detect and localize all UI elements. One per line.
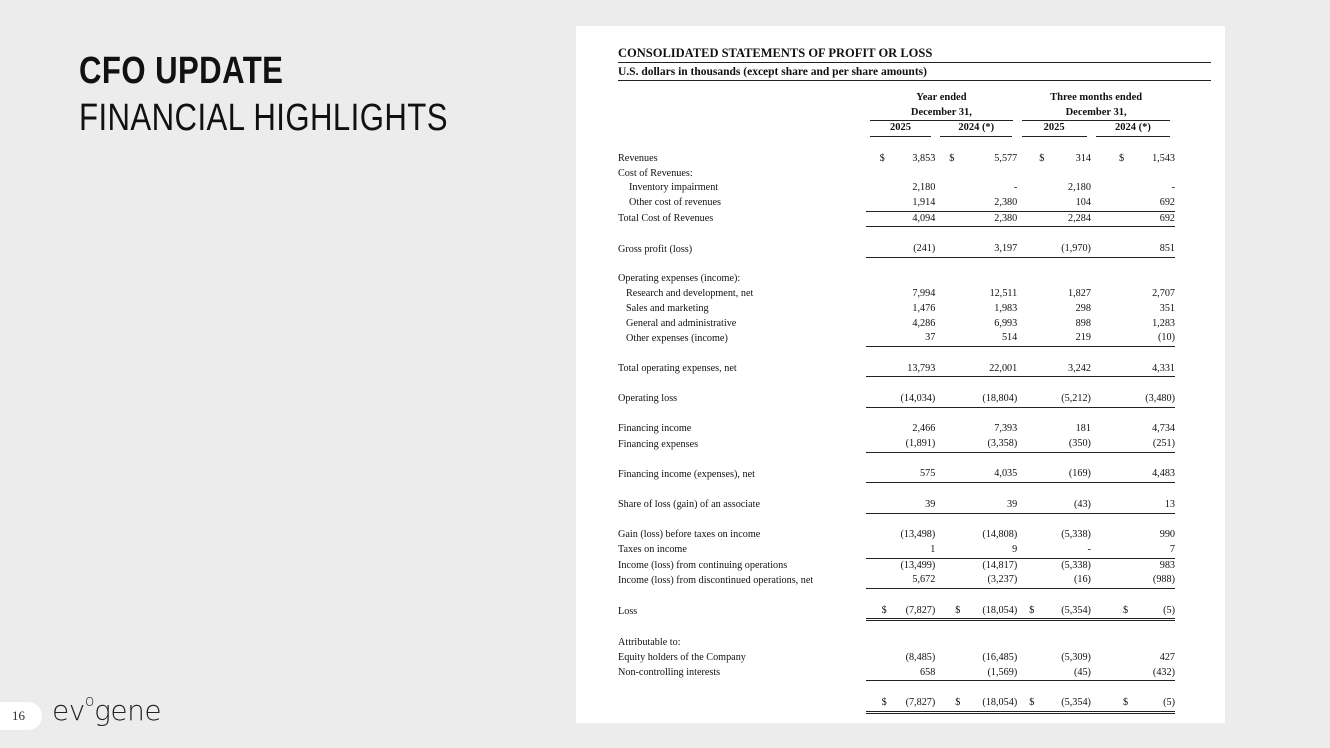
table-row: [618, 362, 1175, 377]
value-2025-q4: 104: [1017, 196, 1091, 211]
value-2025-year: (14,034): [866, 392, 936, 407]
currency-symbol: $: [949, 152, 955, 164]
value-2024-q4: 692: [1091, 211, 1175, 227]
row-label: Taxes on income: [618, 544, 687, 556]
value-2024-q4: (988): [1091, 573, 1175, 588]
value-2024-year: (1,569): [935, 666, 1017, 681]
value-2024-year: 9: [935, 543, 1017, 558]
currency-symbol: $: [879, 152, 885, 164]
row-label: Financing income: [618, 423, 692, 435]
table-row: [618, 302, 1175, 317]
table-row: [618, 498, 1175, 513]
value-2025-q4: 219: [1017, 331, 1091, 346]
value-2024-year: 22,001: [935, 362, 1017, 377]
value-2024-year: (18,804): [935, 392, 1017, 407]
value-2024-year: $ (18,054): [935, 604, 1017, 620]
row-label: Research and development, net: [626, 288, 754, 300]
statement-subtitle: U.S. dollars in thousands (except share and per share amounts): [618, 63, 1211, 81]
value-2025-year: 2,180: [912, 182, 936, 194]
currency-symbol: $: [955, 604, 961, 616]
table-row: [618, 167, 1175, 182]
table-row: [618, 573, 1175, 588]
row-label: [618, 91, 866, 106]
currency-symbol: $: [1039, 152, 1045, 164]
table-row: [618, 392, 1175, 407]
currency-symbol: $: [1029, 604, 1035, 616]
currency-symbol: $: [955, 696, 961, 708]
row-label: Cost of Revenues:: [618, 167, 693, 179]
currency-symbol: $: [881, 604, 887, 616]
value-2024-q4: 4,734: [1152, 423, 1175, 435]
value-2024-q4: 990: [1159, 529, 1175, 541]
value-2024-year: 39: [935, 498, 1017, 513]
value-2024-q4: $ (5): [1091, 696, 1175, 712]
value-2025-q4: 1,827: [1068, 288, 1091, 300]
value-2025-year: 4,094: [866, 211, 936, 227]
value-2024-q4: 4,331: [1091, 362, 1175, 377]
row-label: Gross profit (loss): [618, 243, 693, 255]
value-2024-q4: (10): [1091, 331, 1175, 346]
table-row: [618, 636, 1175, 651]
value-2024-year: (16,485): [982, 651, 1018, 663]
row-label: Revenues: [618, 152, 658, 164]
value-2025-q4: $ (5,354): [1017, 696, 1091, 712]
value-2025-year: $ (7,827): [866, 696, 936, 712]
value-2025-q4: (1,970): [1017, 242, 1091, 257]
col-header-3: 2025: [1022, 121, 1087, 137]
table-row: [618, 287, 1175, 302]
value-2024-year: 2,380: [935, 211, 1017, 227]
row-label: Loss: [618, 606, 638, 618]
row-label: [618, 121, 866, 137]
row-label: Other expenses (income): [626, 332, 728, 344]
table-row: [618, 528, 1175, 543]
value-2024-q4: 351: [1159, 302, 1175, 314]
row-label: Income (loss) from continuing operations: [618, 559, 788, 571]
row-label: Inventory impairment: [629, 182, 719, 194]
table-row: [618, 242, 1175, 257]
value-2024-year: -: [1013, 182, 1018, 194]
page-title: CFO UPDATE: [79, 50, 284, 92]
value-2024-year: 7,393: [994, 423, 1018, 435]
value-2025-q4: 2,284: [1017, 211, 1091, 227]
logo-text-a: ev: [52, 694, 85, 727]
table-row: [618, 317, 1175, 332]
value-2025-year: (8,485): [905, 651, 936, 663]
value-2024-year: (14,817): [982, 559, 1018, 571]
value-2025-q4: (5,212): [1017, 392, 1091, 407]
value-2024-q4: 692: [1091, 196, 1175, 211]
row-label: Share of loss (gain) of an associate: [618, 499, 761, 511]
value-2025-year: (13,499): [900, 559, 936, 571]
value-2025-year: (1,891): [866, 437, 936, 452]
currency-symbol: $: [881, 696, 887, 708]
table-row: [618, 152, 1175, 167]
value-2024-year: 12,511: [989, 288, 1018, 300]
currency-symbol: $: [1122, 604, 1129, 616]
table-row: [618, 181, 1175, 196]
value-2025-year: 575: [866, 467, 936, 482]
page-subtitle: FINANCIAL HIGHLIGHTS: [79, 97, 448, 139]
table-row: [618, 666, 1175, 681]
row-label: Attributable to:: [618, 637, 681, 649]
value-2025-year: 1,476: [912, 302, 936, 314]
value-2025-year: (241): [866, 242, 936, 257]
value-2025-q4: $ (5,354): [1017, 604, 1091, 620]
col-header-1: 2025: [870, 121, 931, 137]
row-label: [618, 106, 866, 122]
value-2024-year: 3,197: [935, 242, 1017, 257]
financial-statement-image: [576, 26, 1225, 723]
value-2025-q4: (5,338): [1061, 559, 1091, 571]
value-2025-q4: 298: [1075, 302, 1091, 314]
value-2025-year: $ 3,853: [866, 152, 936, 167]
value-2025-q4: 2,180: [1068, 182, 1091, 194]
table-row: [618, 558, 1175, 573]
table-row: [618, 211, 1175, 227]
value-2025-year: 37: [866, 331, 936, 346]
table-row: [618, 696, 1175, 712]
value-2024-q4: (251): [1091, 437, 1175, 452]
row-label: Total operating expenses, net: [618, 363, 737, 375]
table-row: [618, 196, 1175, 211]
value-2025-q4: -: [1017, 543, 1091, 558]
value-2025-year: 5,672: [866, 573, 936, 588]
value-2025-q4: (16): [1017, 573, 1091, 588]
value-2024-year: 514: [935, 331, 1017, 346]
value-2024-year: $ (18,054): [935, 696, 1017, 712]
value-2024-q4: 7: [1091, 543, 1175, 558]
table-row: [618, 467, 1175, 482]
value-2025-q4: (43): [1017, 498, 1091, 513]
value-2024-q4: 983: [1159, 559, 1175, 571]
row-label: Financing income (expenses), net: [618, 468, 755, 480]
row-label: Total Cost of Revenues: [618, 213, 714, 225]
value-2025-year: $ (7,827): [866, 604, 936, 620]
page-number: 16: [0, 702, 42, 730]
value-2024-q4: 2,707: [1152, 288, 1175, 300]
value-2025-q4: (5,338): [1061, 529, 1091, 541]
currency-symbol: $: [1122, 696, 1129, 708]
value-2024-year: 2,380: [935, 196, 1017, 211]
value-2024-year: (14,808): [982, 529, 1018, 541]
value-2024-q4: 427: [1159, 651, 1175, 663]
table-row: [618, 604, 1175, 620]
table-row: [618, 437, 1175, 452]
row-label: Non-controlling interests: [618, 667, 721, 679]
table-row: [618, 422, 1175, 437]
value-2024-year: $ 5,577: [935, 152, 1017, 167]
value-2024-q4: 13: [1091, 498, 1175, 513]
group-year-date: December 31,: [870, 106, 1012, 122]
currency-symbol: $: [1118, 152, 1125, 164]
row-label: [618, 696, 866, 712]
value-2025-year: 4,286: [912, 317, 936, 329]
row-label: Sales and marketing: [626, 302, 709, 314]
value-2024-year: 4,035: [935, 467, 1017, 482]
value-2024-q4: 851: [1091, 242, 1175, 257]
value-2025-year: 658: [866, 666, 936, 681]
table-row: [618, 331, 1175, 346]
currency-symbol: $: [1029, 696, 1035, 708]
col-header-4: 2024 (*): [1096, 121, 1170, 137]
value-2025-year: 1: [866, 543, 936, 558]
value-2024-year: 6,993: [994, 317, 1018, 329]
logo-text-b: gene: [94, 694, 162, 727]
value-2025-year: 7,994: [912, 288, 936, 300]
value-2025-q4: (350): [1017, 437, 1091, 452]
value-2025-q4: 3,242: [1017, 362, 1091, 377]
value-2025-q4: $ 314: [1017, 152, 1091, 167]
value-2025-year: (13,498): [900, 529, 936, 541]
table-row: [618, 651, 1175, 666]
value-2025-year: 39: [866, 498, 936, 513]
row-label: Financing expenses: [618, 438, 699, 450]
group-year-ended: Year ended: [916, 92, 967, 103]
value-2025-year: 1,914: [866, 196, 936, 211]
col-header-2: 2024 (*): [940, 121, 1012, 137]
value-2024-q4: (3,480): [1091, 392, 1175, 407]
value-2024-year: (3,358): [935, 437, 1017, 452]
row-label: General and administrative: [626, 317, 737, 329]
value-2024-q4: 1,283: [1152, 317, 1175, 329]
value-2024-year: 1,983: [994, 302, 1018, 314]
value-2025-q4: 898: [1075, 317, 1091, 329]
table-row: [618, 272, 1175, 287]
value-2025-q4: (45): [1017, 666, 1091, 681]
row-label: Other cost of revenues: [629, 197, 721, 209]
company-logo: [52, 690, 162, 727]
profit-loss-table: [618, 91, 1175, 714]
value-2024-q4: -: [1171, 182, 1175, 194]
row-label: Gain (loss) before taxes on income: [618, 529, 761, 541]
value-2024-year: (3,237): [935, 573, 1017, 588]
value-2025-q4: (169): [1017, 467, 1091, 482]
statement-title: CONSOLIDATED STATEMENTS OF PROFIT OR LOSS: [618, 46, 1211, 63]
row-label: Income (loss) from discontinued operations, net: [618, 574, 814, 586]
value-2025-year: 13,793: [866, 362, 936, 377]
value-2024-q4: $ (5): [1091, 604, 1175, 620]
value-2024-q4: $ 1,543: [1091, 152, 1175, 167]
logo-text-o: o: [84, 690, 95, 710]
value-2024-q4: (432): [1091, 666, 1175, 681]
row-label: Operating expenses (income):: [618, 273, 741, 285]
group-three-date: December 31,: [1022, 106, 1170, 122]
row-label: Operating loss: [618, 393, 678, 405]
value-2024-q4: 4,483: [1091, 467, 1175, 482]
value-2025-q4: (5,309): [1061, 651, 1091, 663]
table-row: [618, 543, 1175, 558]
row-label: Equity holders of the Company: [618, 651, 746, 663]
value-2025-year: 2,466: [912, 423, 936, 435]
group-three-months: Three months ended: [1050, 92, 1143, 103]
value-2025-q4: 181: [1075, 423, 1091, 435]
